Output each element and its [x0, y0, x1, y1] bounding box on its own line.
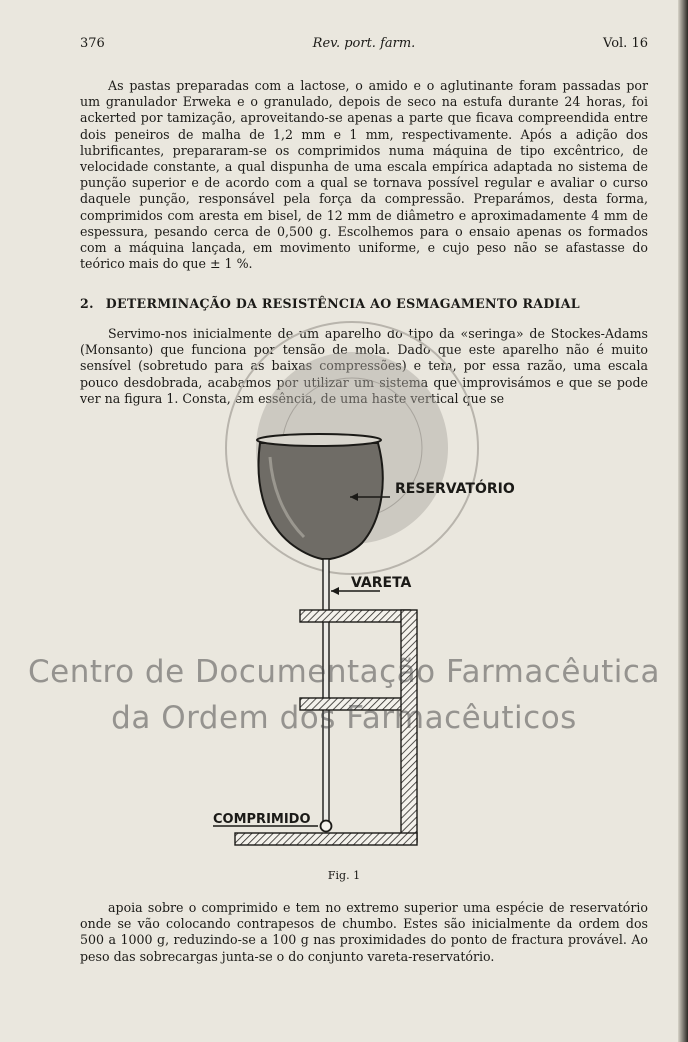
- frame-base: [235, 833, 417, 845]
- tablet-label: COMPRIMIDO: [213, 812, 311, 827]
- watermark-line-1: Centro de Documentação Farmacêutica: [28, 654, 660, 690]
- reservoir-label: RESERVATÓRIO: [395, 481, 515, 497]
- closing-paragraph: apoia sobre o comprimido e tem no extremo superior uma espécie de reservatório onde se vão colocando contrapesos de chumbo. Estes são inicialmente da ordem dos 500 a 1000 g, reduzindo-se a 100 g nas proximidades do ponto de fractura provável. Ao peso das sobrecargas junta-se o do conjunto vareta-reservatório.: [80, 900, 648, 964]
- volume-label: Vol. 16: [603, 36, 648, 51]
- section-title: DETERMINAÇÃO DA RESISTÊNCIA AO ESMAGAMENTO RADIAL: [105, 296, 580, 311]
- section-heading: [80, 296, 648, 311]
- tablet-circle: [321, 821, 332, 832]
- running-header: [80, 36, 648, 52]
- page-edge-shadow: [678, 0, 688, 1042]
- journal-title: Rev. port. farm.: [312, 36, 416, 51]
- section-number: 2.: [80, 296, 94, 311]
- figure-caption: Fig. 1: [327, 869, 361, 882]
- rod-arrowhead: [331, 587, 339, 595]
- intro-paragraph: As pastas preparadas com a lactose, o amido e o aglutinante foram passadas por um granulador Erweka e o granulado, depois de seco na estufa durante 24 horas, foi ackerted por tamização, aproveitando-se apenas a parte que ficava compreendida entre dois peneiros de malha de 1,2 mm e 1 mm, respectivamente. Após a adição dos lubrificantes, prepararam-se os comprimidos numa máquina de tipo excêntrico, de velocidade constante, a qual dispunha de uma escala empírica adaptada no sistema de punção superior e de acordo com a qual se tornava possível regular e avaliar o curso daquele punção, responsável pela força da compressão. Preparámos, desta forma, comprimidos com aresta em bisel, de 12 mm de diâmetro e aproximadamente 4 mm de espessura, pesando cerca de 0,500 g. Escolhemos para o ensaio apenas os formados com a máquina lançada, em movimento uniforme, e cujo peso não se afastasse do teórico mais do que ± 1 %.: [80, 78, 648, 272]
- page-number: 376: [80, 36, 105, 51]
- figure-1-apparatus: [200, 425, 515, 865]
- rod-label: VARETA: [351, 575, 412, 591]
- section-paragraph: Servimo-nos inicialmente de um aparelho do tipo da «seringa» de Stockes-Adams (Monsanto) que funciona por tensão de mola. Dado que este aparelho não é muito sensível (sobretudo para as baixas compressões) e tem, por essa razão, uma escala pouco desdobrada, acabamos por utilizar um sistema que improvisámos e que se pode ver na figura 1. Consta, em essência, de uma haste vertical que se: [80, 326, 648, 406]
- vertical-rod: [323, 559, 329, 823]
- frame-top-arm: [300, 610, 410, 622]
- watermark-line-2: da Ordem dos Farmacêuticos: [111, 700, 577, 736]
